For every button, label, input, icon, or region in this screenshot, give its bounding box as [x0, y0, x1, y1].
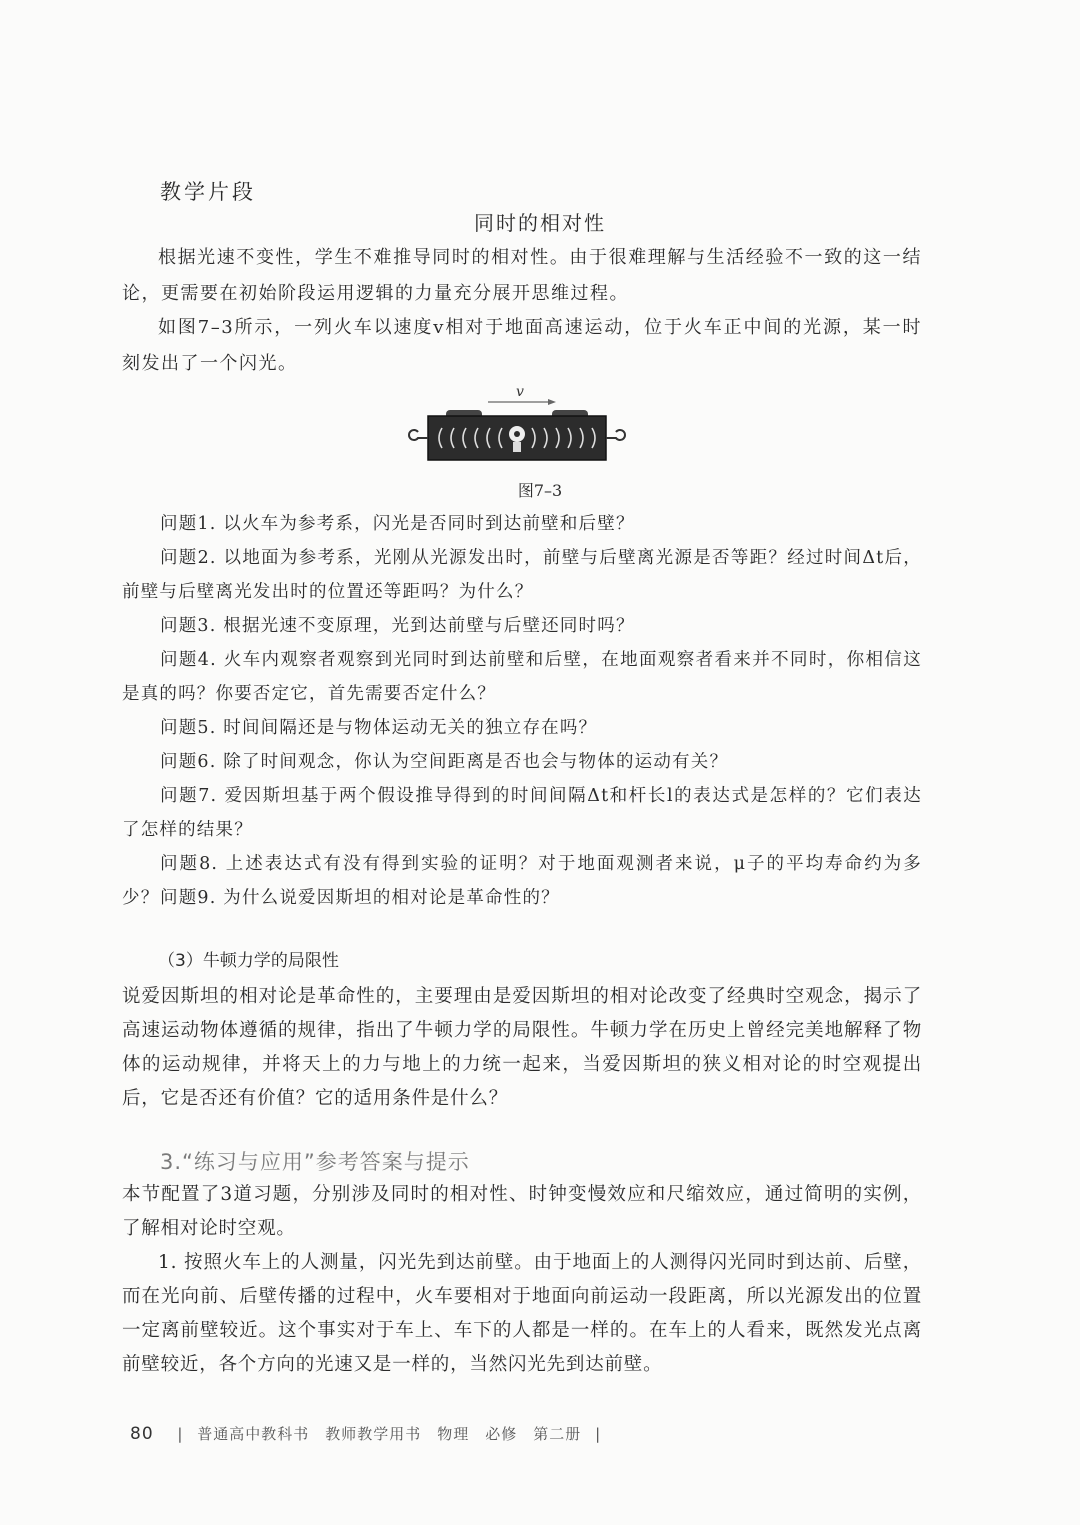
question-9	[122, 881, 922, 915]
question-5	[122, 711, 922, 745]
light-source-stand	[513, 442, 521, 452]
question-7-text: 问题7. 爱因斯坦基于两个假设推导得到的时间间隔Δt和杆长l的表达式是怎样的？它们表达了怎样的结果？	[122, 786, 922, 840]
question-6-text: 问题6. 除了时间观念，你认为空间距离是否也会与物体的运动有关？	[160, 752, 729, 772]
section-title: 同时的相对性	[474, 211, 606, 235]
intro-paragraph-1	[122, 240, 922, 312]
question-2	[122, 541, 922, 609]
answers-intro	[122, 1178, 922, 1246]
question-1-text: 问题1. 以火车为参考系，闪光是否同时到达前壁和后壁？	[160, 514, 635, 534]
section-label: 教学片段	[160, 180, 256, 204]
question-3-text: 问题3. 根据光速不变原理，光到达前壁与后壁还同时吗？	[160, 616, 635, 636]
intro-text-2: 如图7–3所示，一列火车以速度v相对于地面高速运动，位于火车正中间的光源，某一时刻发出了一个闪光。	[122, 317, 922, 374]
subsection-heading: （3）牛顿力学的局限性	[158, 951, 339, 971]
question-1	[122, 507, 922, 541]
page-number: 80	[130, 1424, 154, 1444]
question-4	[122, 643, 922, 711]
coupler-front	[606, 430, 625, 440]
book-info: 普通高中教科书 教师教学用书 物理 必修 第二册	[197, 1425, 582, 1443]
footer-separator-right: |	[595, 1425, 602, 1443]
train-figure	[408, 380, 638, 480]
intro-text-1: 根据光速不变性，学生不难推导同时的相对性。由于很难理解与生活经验不一致的这一结论，更需要在初始阶段运用逻辑的力量充分展开思维过程。	[122, 247, 922, 304]
question-4-text: 问题4. 火车内观察者观察到光同时到达前壁和后壁，在地面观察者看来并不同时，你相信这是真的吗？你要否定它，首先需要否定什么？	[122, 650, 922, 704]
subsection-body	[122, 980, 922, 1116]
footer-separator-left: |	[177, 1425, 184, 1443]
question-3	[122, 609, 922, 643]
question-5-text: 问题5. 时间间隔还是与物体运动无关的独立存在吗？	[160, 718, 598, 738]
subsection-body-text: 说爱因斯坦的相对论是革命性的，主要理由是爱因斯坦的相对论改变了经典时空观念，揭示了高速运动物体遵循的规律，指出了牛顿力学的局限性。牛顿力学在历史上曾经完美地解释了物体的运动规律，并将天上的力与地上的力统一起来，当爱因斯坦的狭义相对论的时空观提出后，它是否还有价值？它的适用条件是什么？	[122, 986, 922, 1109]
answers-intro-text: 本节配置了3道习题，分别涉及同时的相对性、时钟变慢效应和尺缩效应，通过简明的实例，了解相对论时空观。	[122, 1184, 922, 1239]
velocity-label: v	[516, 384, 524, 400]
question-9-text: 问题9. 为什么说爱因斯坦的相对论是革命性的？	[160, 888, 560, 908]
answer-1-text: 1. 按照火车上的人测量，闪光先到达前壁。由于地面上的人测得闪光同时到达前、后壁，而在光向前、后壁传播的过程中，火车要相对于地面向前运动一段距离，所以光源发出的位置一定离前壁较近。这个事实对于车上、车下的人都是一样的。在车上的人看来，既然发光点离前壁较近，各个方向的光速又是一样的，当然闪光先到达前壁。	[122, 1252, 922, 1375]
velocity-arrow-head	[548, 399, 556, 405]
answers-heading: 3.“练习与应用”参考答案与提示	[160, 1150, 470, 1174]
figure-caption: 图7–3	[517, 481, 563, 500]
question-6	[122, 745, 922, 779]
coupler-rear	[409, 430, 428, 440]
question-2-text: 问题2. 以地面为参考系，光刚从光源发出时，前壁与后壁离光源是否等距？经过时间Δt后，前壁与后壁离光发出时的位置还等距吗？为什么？	[122, 548, 922, 602]
intro-paragraph-2	[122, 310, 922, 382]
question-7	[122, 779, 922, 847]
page-footer	[130, 1423, 601, 1444]
question-8-text: 问题8. 上述表达式有没有得到实验的证明？对于地面观测者来说，μ子的平均寿命约为多少？	[122, 854, 922, 908]
answer-1	[122, 1246, 922, 1382]
